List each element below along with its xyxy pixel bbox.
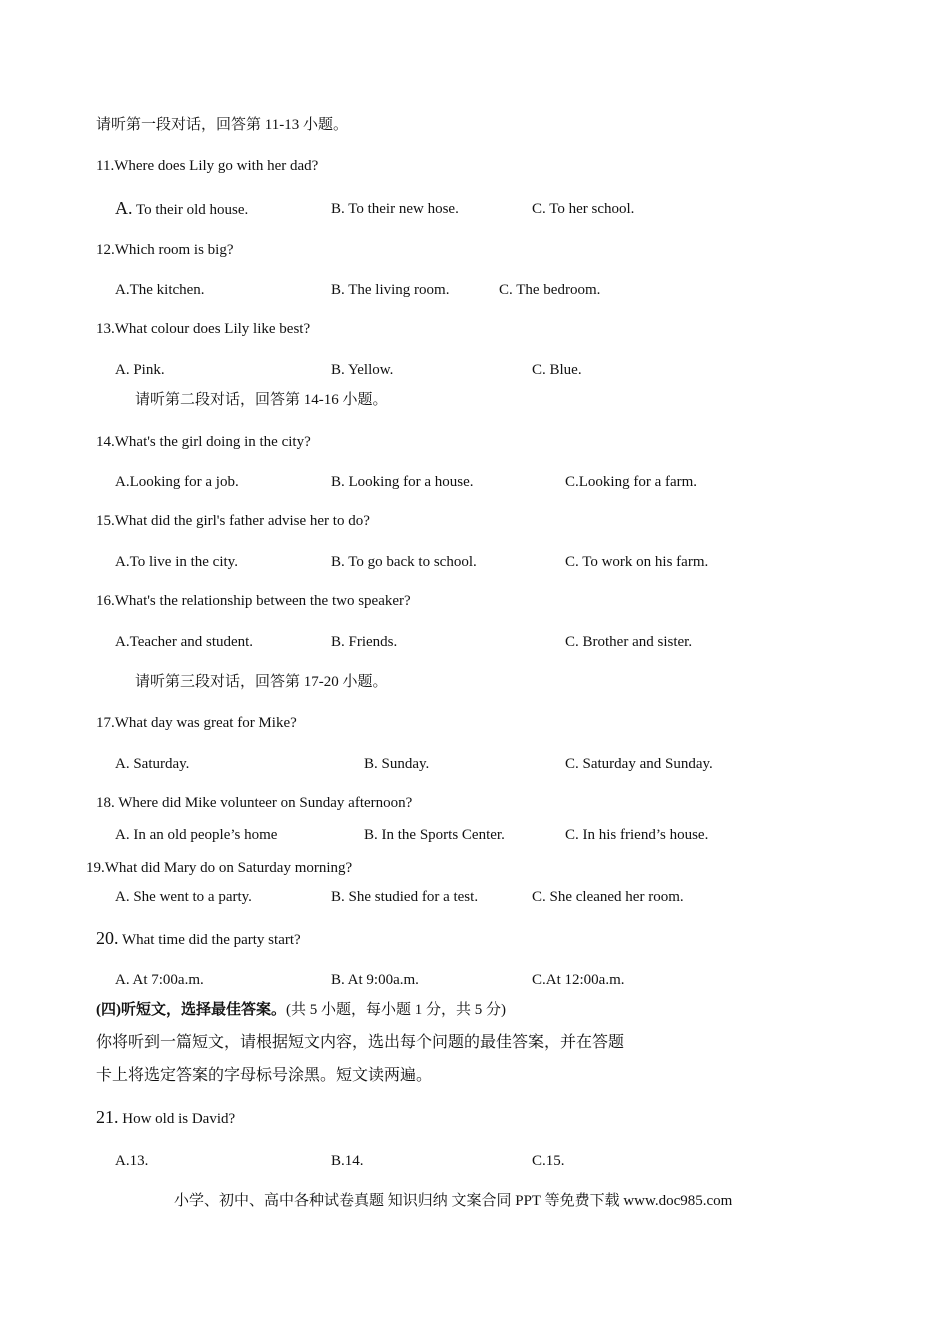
question-21-option-a: A.13.	[115, 1153, 149, 1169]
section-instruction-2: 请听第二段对话，回答第 14-16 小题。	[135, 392, 388, 408]
question-12-option-b: B. The living room.	[331, 282, 450, 298]
question-14-option-c: C.Looking for a farm.	[565, 474, 698, 490]
question-18-option-c: C. In his friend’s house.	[565, 827, 709, 843]
question-13-option-a: A. Pink.	[115, 362, 165, 378]
question-20-option-a: A. At 7:00a.m.	[115, 972, 204, 988]
question-12-option-c: C. The bedroom.	[499, 282, 601, 298]
part4-heading-title: (四)听短文，选择最佳答案。	[96, 1002, 286, 1018]
question-17-option-c: C. Saturday and Sunday.	[565, 756, 713, 772]
question-15-option-b: B. To go back to school.	[331, 554, 477, 570]
question-11-text: Where does Lily go with her dad?	[114, 158, 319, 174]
question-18-option-a: A. In an old people’s home	[115, 827, 278, 843]
question-21	[96, 1108, 235, 1128]
question-11-option-b: B. To their new hose.	[331, 201, 459, 217]
question-14-option-a: A.Looking for a job.	[115, 474, 239, 490]
section-instruction-1: 请听第一段对话，回答第 11-13 小题。	[96, 117, 348, 133]
question-17-option-b: B. Sunday.	[364, 756, 430, 772]
question-12: 12.Which room is big?	[96, 242, 234, 258]
part4-instruction-line-1: 你将听到一篇短文，请根据短文内容，选出每个问题的最佳答案，并在答题	[96, 1034, 625, 1051]
question-20-option-b: B. At 9:00a.m.	[331, 972, 419, 988]
option-a-letter: A.	[115, 198, 133, 218]
question-15: 15.What did the girl's father advise her to do?	[96, 513, 370, 529]
question-12-option-a: A.The kitchen.	[115, 282, 205, 298]
question-20	[96, 929, 301, 949]
option-a-text: To their old house.	[132, 202, 249, 218]
question-16: 16.What's the relationship between the two speaker?	[96, 593, 411, 609]
question-11-option-a	[115, 199, 248, 219]
question-20-number: 20.	[96, 928, 119, 948]
question-13-option-c: C. Blue.	[532, 362, 582, 378]
question-11-number: 11.	[96, 158, 115, 174]
question-14: 14.What's the girl doing in the city?	[96, 434, 311, 450]
question-21-text: How old is David?	[118, 1111, 236, 1127]
question-17: 17.What day was great for Mike?	[96, 715, 297, 731]
question-19: 19.What did Mary do on Saturday morning?	[86, 860, 353, 876]
question-18-option-b: B. In the Sports Center.	[364, 827, 505, 843]
section-instruction-3: 请听第三段对话，回答第 17-20 小题。	[135, 674, 388, 690]
part4-heading-note: (共 5 小题，每小题 1 分，共 5 分)	[286, 1002, 506, 1018]
page-footer: 小学、初中、高中各种试卷真题 知识归纳 文案合同 PPT 等免费下载 www.doc985.com	[174, 1193, 733, 1209]
question-19-option-c: C. She cleaned her room.	[532, 889, 684, 905]
question-13-option-b: B. Yellow.	[331, 362, 394, 378]
question-20-option-c: C.At 12:00a.m.	[532, 972, 625, 988]
question-16-option-a: A.Teacher and student.	[115, 634, 254, 650]
question-11-option-c: C. To her school.	[532, 201, 635, 217]
question-21-option-b: B.14.	[331, 1153, 364, 1169]
question-17-option-a: A. Saturday.	[115, 756, 190, 772]
part4-instruction-line-2: 卡上将选定答案的字母标号涂黑。短文读两遍。	[96, 1067, 433, 1084]
question-18: 18. Where did Mike volunteer on Sunday afternoon?	[96, 795, 413, 811]
part4-heading	[96, 1001, 506, 1019]
question-13: 13.What colour does Lily like best?	[96, 321, 311, 337]
question-21-option-c: C.15.	[532, 1153, 565, 1169]
question-19-option-b: B. She studied for a test.	[331, 889, 479, 905]
question-11	[96, 157, 318, 175]
question-16-option-c: C. Brother and sister.	[565, 634, 693, 650]
question-15-option-c: C. To work on his farm.	[565, 554, 709, 570]
question-14-option-b: B. Looking for a house.	[331, 474, 474, 490]
question-15-option-a: A.To live in the city.	[115, 554, 238, 570]
question-20-text: What time did the party start?	[118, 932, 301, 948]
question-16-option-b: B. Friends.	[331, 634, 398, 650]
question-19-option-a: A. She went to a party.	[115, 889, 252, 905]
question-21-number: 21.	[96, 1107, 119, 1127]
